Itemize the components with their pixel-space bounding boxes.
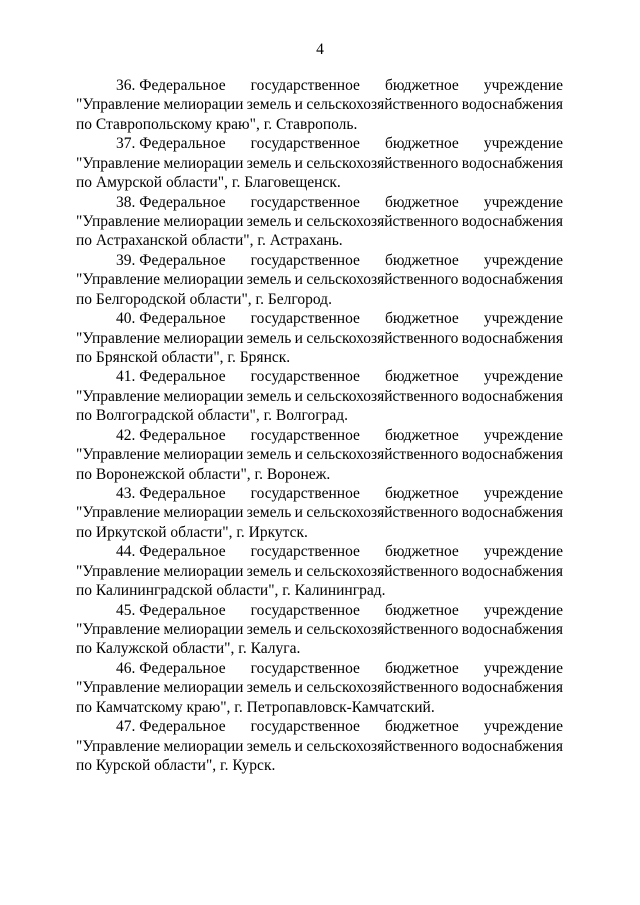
entry-word: мелиорации — [163, 446, 244, 464]
entry-line-3: по Амурской области", г. Благовещенск. — [76, 174, 341, 192]
entry-word: государственное — [250, 193, 360, 211]
entry-number-and-first-word: 44. Федеральное — [116, 543, 226, 561]
entry-number-and-first-word: 45. Федеральное — [116, 601, 226, 619]
list-item — [76, 426, 563, 484]
list-item — [76, 367, 563, 425]
entry-word: государственное — [250, 426, 360, 444]
entry-word: и — [294, 387, 303, 405]
entry-word: мелиорации — [163, 679, 244, 697]
entry-word: бюджетное — [384, 659, 459, 677]
entry-word: водоснабжения — [461, 329, 563, 347]
entry-word: учреждение — [483, 368, 563, 386]
entry-word: "Управление — [76, 562, 161, 580]
entry-word: водоснабжения — [461, 562, 563, 580]
entry-word: мелиорации — [163, 271, 244, 289]
entry-word: учреждение — [483, 485, 563, 503]
entry-number-and-first-word: 37. Федеральное — [116, 135, 226, 153]
entry-line-2 — [76, 678, 563, 697]
entry-word: мелиорации — [163, 154, 244, 172]
entry-word: сельскохозяйственного — [306, 387, 459, 405]
entry-word: бюджетное — [384, 718, 459, 736]
entry-word: "Управление — [76, 621, 161, 639]
entry-line-1 — [76, 309, 563, 328]
entry-line-3: по Иркутской области", г. Иркутск. — [76, 523, 308, 541]
entry-word: и — [294, 737, 303, 755]
entry-line-2 — [76, 503, 563, 522]
entry-word: водоснабжения — [461, 679, 563, 697]
entry-word: "Управление — [76, 679, 161, 697]
entry-word: государственное — [250, 77, 360, 94]
entry-line-2 — [76, 445, 563, 464]
entry-line-3: по Курской области", г. Курск. — [76, 757, 276, 775]
entry-line-1 — [76, 193, 563, 212]
list-item — [76, 484, 563, 542]
entry-word: земель — [246, 329, 292, 347]
entries-list — [76, 76, 563, 776]
entry-word: учреждение — [483, 601, 563, 619]
entry-word: земель — [246, 154, 292, 172]
entry-word: водоснабжения — [461, 271, 563, 289]
entry-word: учреждение — [483, 543, 563, 561]
entry-word: сельскохозяйственного — [306, 621, 459, 639]
entry-word: бюджетное — [384, 543, 459, 561]
entry-line-1 — [76, 601, 563, 620]
entry-word: мелиорации — [163, 329, 244, 347]
entry-number-and-first-word: 46. Федеральное — [116, 659, 226, 677]
list-item — [76, 251, 563, 309]
entry-word: земель — [246, 737, 292, 755]
entry-word: учреждение — [483, 77, 563, 94]
entry-word: "Управление — [76, 504, 161, 522]
entry-word: мелиорации — [163, 621, 244, 639]
entry-number-and-first-word: 47. Федеральное — [116, 718, 226, 736]
list-item — [76, 542, 563, 600]
entry-word: государственное — [250, 659, 360, 677]
entry-word: водоснабжения — [461, 446, 563, 464]
entry-word: земель — [246, 621, 292, 639]
entry-word: земель — [246, 446, 292, 464]
entry-word: учреждение — [483, 426, 563, 444]
entry-line-2 — [76, 212, 563, 231]
entry-word: "Управление — [76, 329, 161, 347]
entry-number-and-first-word: 41. Федеральное — [116, 368, 226, 386]
entry-word: государственное — [250, 310, 360, 328]
entry-word: и — [294, 329, 303, 347]
entry-word: сельскохозяйственного — [306, 154, 459, 172]
entry-word: "Управление — [76, 271, 161, 289]
entry-line-1 — [76, 251, 563, 270]
entry-word: водоснабжения — [461, 212, 563, 230]
entry-word: мелиорации — [163, 96, 244, 114]
entry-word: земель — [246, 212, 292, 230]
entry-word: учреждение — [483, 193, 563, 211]
entry-word: бюджетное — [384, 77, 459, 94]
entry-word: "Управление — [76, 154, 161, 172]
entry-line-1 — [76, 76, 563, 95]
entry-line-2 — [76, 154, 563, 173]
entry-word: бюджетное — [384, 251, 459, 269]
entry-line-2 — [76, 737, 563, 756]
entry-word: "Управление — [76, 387, 161, 405]
entry-line-1 — [76, 717, 563, 736]
entry-word: сельскохозяйственного — [306, 504, 459, 522]
entry-word: учреждение — [483, 310, 563, 328]
entry-word: земель — [246, 679, 292, 697]
entry-number-and-first-word: 36. Федеральное — [116, 77, 226, 94]
entry-line-3: по Воронежской области", г. Воронеж. — [76, 465, 331, 483]
entry-word: и — [294, 679, 303, 697]
entry-line-2 — [76, 620, 563, 639]
entry-word: сельскохозяйственного — [306, 329, 459, 347]
entry-word: государственное — [250, 601, 360, 619]
entry-line-2 — [76, 270, 563, 289]
entry-number-and-first-word: 38. Федеральное — [116, 193, 226, 211]
entry-word: государственное — [250, 135, 360, 153]
entry-word: сельскохозяйственного — [306, 446, 459, 464]
entry-word: государственное — [250, 251, 360, 269]
entry-word: водоснабжения — [461, 621, 563, 639]
entry-word: и — [294, 154, 303, 172]
entry-word: "Управление — [76, 737, 161, 755]
entry-line-3: по Брянской области", г. Брянск. — [76, 348, 291, 366]
entry-word: и — [294, 446, 303, 464]
entry-word: сельскохозяйственного — [306, 737, 459, 755]
entry-word: мелиорации — [163, 737, 244, 755]
entry-word: государственное — [250, 485, 360, 503]
entry-word: государственное — [250, 543, 360, 561]
entry-word: государственное — [250, 368, 360, 386]
entry-line-3: по Калининградской области", г. Калининград. — [76, 582, 386, 600]
entry-word: земель — [246, 271, 292, 289]
entry-line-1 — [76, 367, 563, 386]
entry-word: бюджетное — [384, 310, 459, 328]
entry-word: учреждение — [483, 135, 563, 153]
entry-word: бюджетное — [384, 426, 459, 444]
entry-word: сельскохозяйственного — [306, 562, 459, 580]
entry-word: бюджетное — [384, 368, 459, 386]
entry-word: водоснабжения — [461, 387, 563, 405]
entry-word: мелиорации — [163, 562, 244, 580]
entry-word: водоснабжения — [461, 96, 563, 114]
entry-word: государственное — [250, 718, 360, 736]
list-item — [76, 134, 563, 192]
entry-word: и — [294, 504, 303, 522]
entry-line-3: по Калужской области", г. Калуга. — [76, 640, 301, 658]
entry-word: водоснабжения — [461, 504, 563, 522]
entry-word: сельскохозяйственного — [306, 212, 459, 230]
entry-word: "Управление — [76, 96, 161, 114]
entry-word: мелиорации — [163, 387, 244, 405]
entry-line-2 — [76, 95, 563, 114]
entry-line-2 — [76, 387, 563, 406]
entry-line-1 — [76, 134, 563, 153]
entry-word: мелиорации — [163, 504, 244, 522]
entry-line-3: по Волгоградской области", г. Волгоград. — [76, 407, 349, 425]
entry-word: учреждение — [483, 251, 563, 269]
list-item — [76, 193, 563, 251]
entry-number-and-first-word: 40. Федеральное — [116, 310, 226, 328]
entry-line-1 — [76, 659, 563, 678]
entry-word: мелиорации — [163, 212, 244, 230]
entry-line-2 — [76, 329, 563, 348]
entry-word: и — [294, 271, 303, 289]
entry-word: земель — [246, 562, 292, 580]
entry-word: водоснабжения — [461, 154, 563, 172]
entry-word: учреждение — [483, 718, 563, 736]
list-item — [76, 76, 563, 134]
entry-number-and-first-word: 43. Федеральное — [116, 485, 226, 503]
entry-word: водоснабжения — [461, 737, 563, 755]
entry-line-3: по Ставропольскому краю", г. Ставрополь. — [76, 115, 358, 133]
page-number: 4 — [316, 41, 324, 58]
entry-word: учреждение — [483, 659, 563, 677]
entry-word: бюджетное — [384, 135, 459, 153]
entry-number-and-first-word: 42. Федеральное — [116, 426, 226, 444]
entry-word: "Управление — [76, 212, 161, 230]
entry-word: земель — [246, 504, 292, 522]
entry-word: сельскохозяйственного — [306, 96, 459, 114]
list-item — [76, 659, 563, 717]
list-item — [76, 309, 563, 367]
entry-word: и — [294, 96, 303, 114]
entry-line-1 — [76, 426, 563, 445]
entry-line-1 — [76, 542, 563, 561]
entry-word: сельскохозяйственного — [306, 271, 459, 289]
entry-line-3: по Астраханской области", г. Астрахань. — [76, 232, 343, 250]
entry-line-3: по Белгородской области", г. Белгород. — [76, 290, 332, 308]
entry-word: сельскохозяйственного — [306, 679, 459, 697]
entry-line-1 — [76, 484, 563, 503]
entry-word: и — [294, 621, 303, 639]
list-item — [76, 717, 563, 775]
list-item — [76, 601, 563, 659]
entry-word: бюджетное — [384, 601, 459, 619]
entry-word: бюджетное — [384, 193, 459, 211]
entry-word: земель — [246, 387, 292, 405]
entry-line-2 — [76, 562, 563, 581]
entry-word: земель — [246, 96, 292, 114]
entry-word: "Управление — [76, 446, 161, 464]
entry-word: и — [294, 212, 303, 230]
entry-number-and-first-word: 39. Федеральное — [116, 251, 226, 269]
entry-word: и — [294, 562, 303, 580]
entry-word: бюджетное — [384, 485, 459, 503]
entry-line-3: по Камчатскому краю", г. Петропавловск-Камчатский. — [76, 698, 435, 716]
